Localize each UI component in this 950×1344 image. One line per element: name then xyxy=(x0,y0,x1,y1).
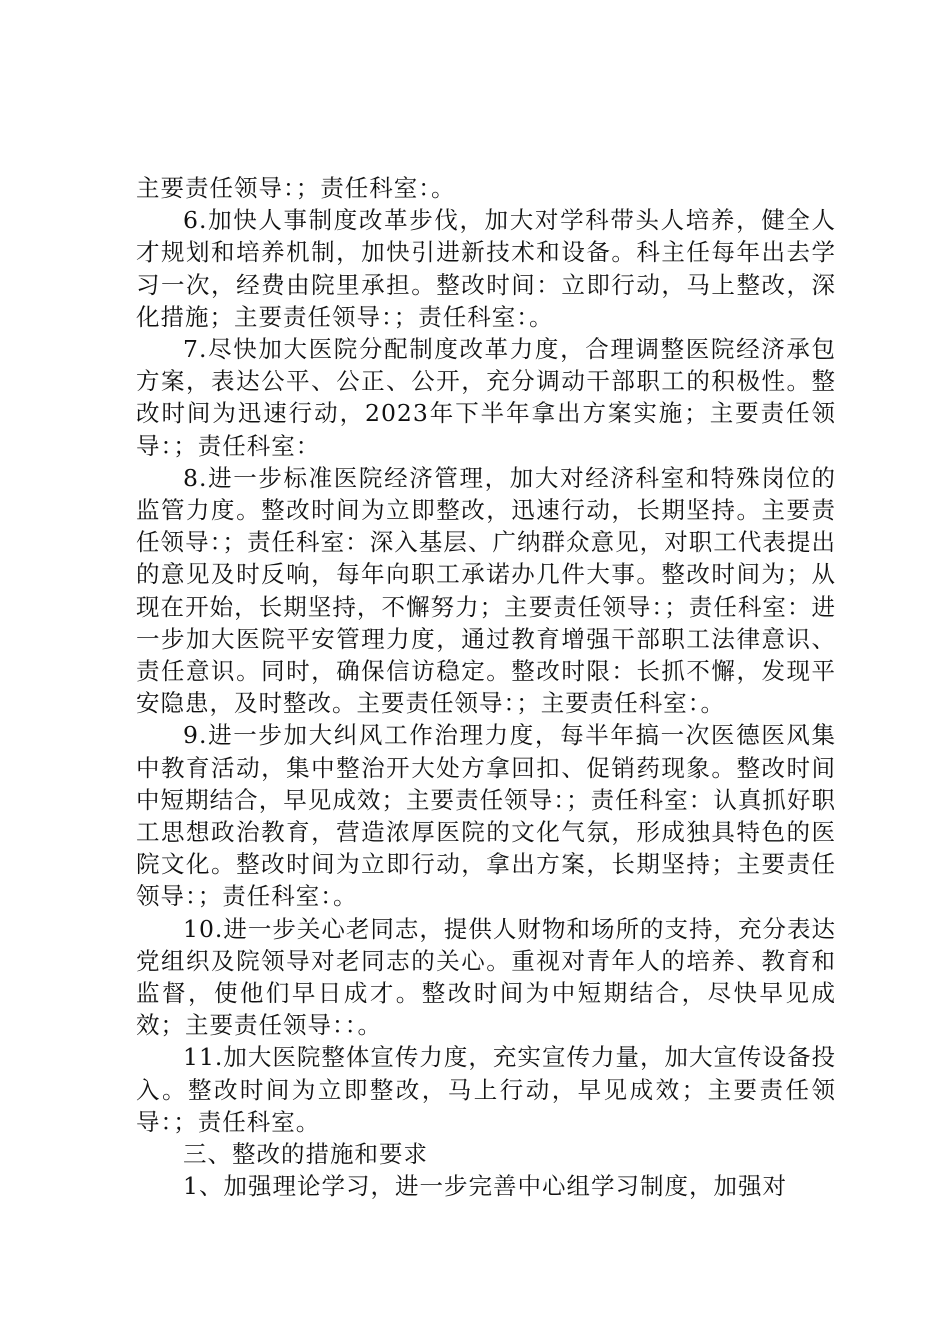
section-heading-3: 三、整改的措施和要求 xyxy=(183,1140,428,1169)
paragraph-item-11: 11.加大医院整体宣传力度，充实宣传力量，加大宣传设备投入。整改时间为立即整改，马上行动，早见成效；主要责任领导：；责任科室。 xyxy=(136,1043,836,1136)
paragraph-measure-1: 1、加强理论学习，进一步完善中心组学习制度，加强对 xyxy=(183,1172,787,1201)
document-body xyxy=(136,172,836,1203)
paragraph-item-9: 9.进一步加大纠风工作治理力度，每半年搞一次医德医风集中教育活动，集中整治开大处方拿回扣、促销药现象。整改时间中短期结合，早见成效；主要责任领导：；责任科室：认真抓好职工思想政治教育，营造浓厚医院的文化气氛，形成独具特色的医院文化。整改时间为立即行动，拿出方案，长期坚持；主要责任领导：；责任科室：。 xyxy=(136,721,836,911)
paragraph-continuation: 主要责任领导：；责任科室：。 xyxy=(136,174,456,202)
paragraph-item-6: 6.加快人事制度改革步伐，加大对学科带头人培养，健全人才规划和培养机制，加快引进新技术和设备。科主任每年出去学习一次，经费由院里承担。整改时间：立即行动，马上整改，深化措施；主要责任领导：；责任科室：。 xyxy=(136,206,836,331)
paragraph-item-7: 7.尽快加大医院分配制度改革力度，合理调整医院经济承包方案，表达公平、公正、公开，充分调动干部职工的积极性。整改时间为迅速行动，2023年下半年拿出方案实施；主要责任领导：；责任科室： xyxy=(136,335,836,460)
paragraph-item-8: 8.进一步标准医院经济管理，加大对经济科室和特殊岗位的监管力度。整改时间为立即整改，迅速行动，长期坚持。主要责任领导：；责任科室：深入基层、广纳群众意见，对职工代表提出的意见及时反响，每年向职工承诺办几件大事。整改时间为；从现在开始，长期坚持，不懈努力；主要责任领导：；责任科室：进一步加大医院平安管理力度，通过教育增强干部职工法律意识、责任意识。同时，确保信访稳定。整改时限：长抓不懈，发现平安隐患，及时整改。主要责任领导：；主要责任科室：。 xyxy=(136,463,836,718)
paragraph-item-10: 10.进一步关心老同志，提供人财物和场所的支持，充分表达党组织及院领导对老同志的关心。重视对青年人的培养、教育和监督，使他们早日成才。整改时间为中短期结合，尽快早见成效；主要责任领导：：。 xyxy=(136,914,836,1040)
